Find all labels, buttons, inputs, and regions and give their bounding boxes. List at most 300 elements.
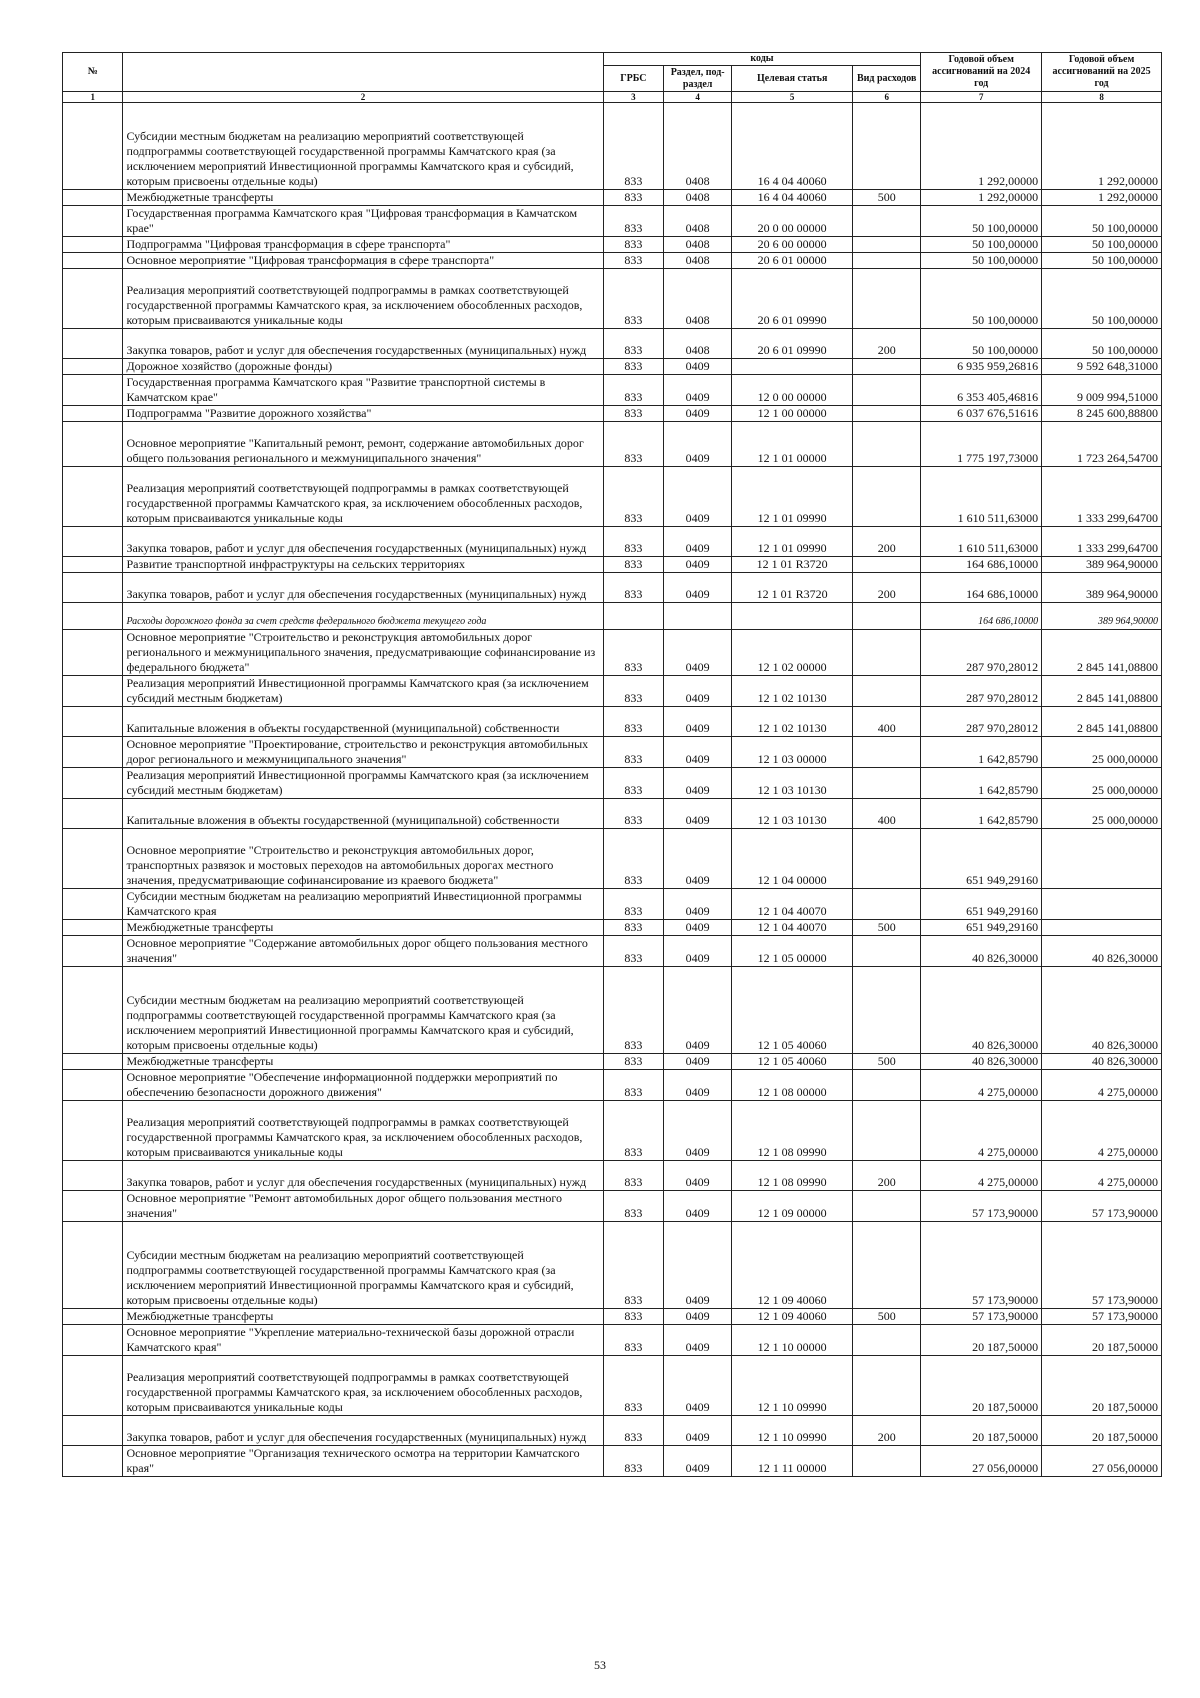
row-number xyxy=(63,707,123,737)
row-amount-2025: 40 826,30000 xyxy=(1042,1054,1162,1070)
row-amount-2024: 50 100,00000 xyxy=(921,269,1042,329)
row-target-article: 16 4 04 40060 xyxy=(732,190,853,206)
row-target-article: 20 6 01 00000 xyxy=(732,253,853,269)
row-razdel: 0409 xyxy=(664,1446,732,1477)
row-expense-type xyxy=(853,206,921,237)
header-name xyxy=(123,53,603,92)
row-name: Субсидии местным бюджетам на реализацию мероприятий соответствующей подпрограммы соответствующей государственной программы Камчатского края (за исключением мероприятий Инвестиционной программы Камчатского края и субсидий, которым присвоены отдельные коды) xyxy=(123,967,603,1054)
row-grbs: 833 xyxy=(603,1356,663,1416)
row-amount-2024: 6 353 405,46816 xyxy=(921,375,1042,406)
row-name: Реализация мероприятий соответствующей подпрограммы в рамках соответствующей государственной программы Камчатского края, за исключением обособленных расходов, которым присваиваются уникальные коды xyxy=(123,269,603,329)
row-target-article: 12 1 01 00000 xyxy=(732,422,853,467)
table-row xyxy=(63,329,1162,359)
table-row xyxy=(63,406,1162,422)
table-row xyxy=(63,829,1162,889)
row-expense-type xyxy=(853,1101,921,1161)
row-expense-type: 500 xyxy=(853,1309,921,1325)
row-grbs: 833 xyxy=(603,237,663,253)
row-target-article: 12 1 01 09990 xyxy=(732,467,853,527)
col-num-1: 1 xyxy=(63,92,123,103)
row-number xyxy=(63,889,123,920)
row-number xyxy=(63,967,123,1054)
row-amount-2025: 389 964,90000 xyxy=(1042,603,1162,630)
row-name: Основное мероприятие "Строительство и реконструкция автомобильных дорог регионального и межмуниципального значения, предусматривающие софинансирование из федерального бюджета" xyxy=(123,630,603,676)
row-target-article: 12 1 09 00000 xyxy=(732,1191,853,1222)
budget-table-page xyxy=(62,52,1162,1477)
row-amount-2025: 9 009 994,51000 xyxy=(1042,375,1162,406)
row-razdel: 0409 xyxy=(664,359,732,375)
row-amount-2025: 2 845 141,08800 xyxy=(1042,676,1162,707)
row-expense-type: 400 xyxy=(853,707,921,737)
row-amount-2024: 4 275,00000 xyxy=(921,1070,1042,1101)
row-name: Основное мероприятие "Организация технического осмотра на территории Камчатского края" xyxy=(123,1446,603,1477)
row-grbs: 833 xyxy=(603,799,663,829)
row-razdel: 0409 xyxy=(664,1325,732,1356)
row-razdel: 0409 xyxy=(664,967,732,1054)
row-target-article: 12 1 03 00000 xyxy=(732,737,853,768)
row-target-article: 20 0 00 00000 xyxy=(732,206,853,237)
row-number xyxy=(63,467,123,527)
row-number xyxy=(63,527,123,557)
header-2025: Годовой объем ассигнований на 2025 год xyxy=(1042,53,1162,92)
table-row xyxy=(63,936,1162,967)
row-grbs xyxy=(603,603,663,630)
row-target-article xyxy=(732,359,853,375)
row-number xyxy=(63,329,123,359)
row-expense-type xyxy=(853,630,921,676)
row-grbs: 833 xyxy=(603,359,663,375)
row-amount-2025: 1 292,00000 xyxy=(1042,103,1162,190)
row-name: Капитальные вложения в объекты государственной (муниципальной) собственности xyxy=(123,799,603,829)
header-vid: Вид расходов xyxy=(853,66,921,92)
row-amount-2024: 50 100,00000 xyxy=(921,253,1042,269)
row-number xyxy=(63,1222,123,1309)
row-number xyxy=(63,103,123,190)
row-number xyxy=(63,1356,123,1416)
row-razdel: 0409 xyxy=(664,707,732,737)
budget-table xyxy=(62,52,1162,1477)
row-target-article: 12 1 01 R3720 xyxy=(732,557,853,573)
table-row xyxy=(63,1416,1162,1446)
row-amount-2025: 2 845 141,08800 xyxy=(1042,630,1162,676)
table-row xyxy=(63,1325,1162,1356)
row-expense-type: 500 xyxy=(853,920,921,936)
row-name: Закупка товаров, работ и услуг для обеспечения государственных (муниципальных) нужд xyxy=(123,329,603,359)
row-amount-2025: 1 292,00000 xyxy=(1042,190,1162,206)
row-amount-2025: 1 333 299,64700 xyxy=(1042,527,1162,557)
table-row xyxy=(63,920,1162,936)
row-expense-type xyxy=(853,1191,921,1222)
row-amount-2025: 1 333 299,64700 xyxy=(1042,467,1162,527)
row-number xyxy=(63,237,123,253)
row-amount-2025: 27 056,00000 xyxy=(1042,1446,1162,1477)
row-number xyxy=(63,603,123,630)
col-num-6: 6 xyxy=(853,92,921,103)
row-number xyxy=(63,406,123,422)
row-expense-type xyxy=(853,1356,921,1416)
row-name: Развитие транспортной инфраструктуры на сельских территориях xyxy=(123,557,603,573)
row-expense-type xyxy=(853,269,921,329)
row-number xyxy=(63,190,123,206)
table-row xyxy=(63,359,1162,375)
table-row xyxy=(63,1191,1162,1222)
row-razdel: 0409 xyxy=(664,630,732,676)
table-row xyxy=(63,527,1162,557)
row-name: Подпрограмма "Цифровая трансформация в сфере транспорта" xyxy=(123,237,603,253)
row-target-article: 12 1 03 10130 xyxy=(732,768,853,799)
table-row xyxy=(63,1309,1162,1325)
row-razdel: 0408 xyxy=(664,329,732,359)
row-razdel: 0409 xyxy=(664,737,732,768)
row-expense-type xyxy=(853,1446,921,1477)
row-name: Основное мероприятие "Содержание автомобильных дорог общего пользования местного значения" xyxy=(123,936,603,967)
row-grbs: 833 xyxy=(603,1191,663,1222)
row-grbs: 833 xyxy=(603,557,663,573)
table-row xyxy=(63,206,1162,237)
row-razdel: 0408 xyxy=(664,269,732,329)
row-name: Реализация мероприятий соответствующей подпрограммы в рамках соответствующей государственной программы Камчатского края, за исключением обособленных расходов, которым присваиваются уникальные коды xyxy=(123,1101,603,1161)
row-amount-2025: 20 187,50000 xyxy=(1042,1325,1162,1356)
row-name: Капитальные вложения в объекты государственной (муниципальной) собственности xyxy=(123,707,603,737)
row-expense-type xyxy=(853,557,921,573)
row-grbs: 833 xyxy=(603,737,663,768)
table-row xyxy=(63,768,1162,799)
table-row xyxy=(63,557,1162,573)
row-amount-2024: 1 642,85790 xyxy=(921,768,1042,799)
row-amount-2024: 651 949,29160 xyxy=(921,829,1042,889)
row-razdel: 0408 xyxy=(664,237,732,253)
col-num-7: 7 xyxy=(921,92,1042,103)
row-target-article: 12 1 02 10130 xyxy=(732,707,853,737)
row-target-article: 12 1 05 40060 xyxy=(732,967,853,1054)
table-row xyxy=(63,630,1162,676)
header-razdel: Раздел, под-раздел xyxy=(664,66,732,92)
row-name: Основное мероприятие "Ремонт автомобильных дорог общего пользования местного значения" xyxy=(123,1191,603,1222)
row-grbs: 833 xyxy=(603,1054,663,1070)
table-row xyxy=(63,1070,1162,1101)
row-expense-type xyxy=(853,1222,921,1309)
row-amount-2024: 1 292,00000 xyxy=(921,190,1042,206)
row-amount-2024: 1 642,85790 xyxy=(921,799,1042,829)
row-name: Межбюджетные трансферты xyxy=(123,190,603,206)
row-number xyxy=(63,1325,123,1356)
row-razdel: 0409 xyxy=(664,375,732,406)
row-amount-2024: 57 173,90000 xyxy=(921,1222,1042,1309)
row-grbs: 833 xyxy=(603,406,663,422)
page-number: 53 xyxy=(594,1658,606,1672)
row-razdel: 0409 xyxy=(664,1161,732,1191)
row-amount-2025 xyxy=(1042,889,1162,920)
row-grbs: 833 xyxy=(603,676,663,707)
row-razdel: 0409 xyxy=(664,829,732,889)
row-expense-type xyxy=(853,359,921,375)
row-amount-2024: 1 610 511,63000 xyxy=(921,527,1042,557)
row-amount-2024: 651 949,29160 xyxy=(921,889,1042,920)
row-target-article: 12 0 00 00000 xyxy=(732,375,853,406)
row-amount-2025 xyxy=(1042,829,1162,889)
row-expense-type xyxy=(853,829,921,889)
row-grbs: 833 xyxy=(603,375,663,406)
table-row xyxy=(63,1101,1162,1161)
row-razdel: 0409 xyxy=(664,920,732,936)
row-expense-type xyxy=(853,375,921,406)
row-grbs: 833 xyxy=(603,889,663,920)
row-target-article xyxy=(732,603,853,630)
table-row xyxy=(63,375,1162,406)
row-target-article: 12 1 10 00000 xyxy=(732,1325,853,1356)
row-grbs: 833 xyxy=(603,768,663,799)
row-expense-type xyxy=(853,603,921,630)
row-grbs: 833 xyxy=(603,573,663,603)
row-amount-2024: 20 187,50000 xyxy=(921,1416,1042,1446)
row-grbs: 833 xyxy=(603,1309,663,1325)
row-razdel: 0409 xyxy=(664,1309,732,1325)
row-name: Закупка товаров, работ и услуг для обеспечения государственных (муниципальных) нужд xyxy=(123,527,603,557)
row-target-article: 12 1 05 00000 xyxy=(732,936,853,967)
row-number xyxy=(63,1309,123,1325)
table-row xyxy=(63,707,1162,737)
row-amount-2024: 164 686,10000 xyxy=(921,603,1042,630)
row-grbs: 833 xyxy=(603,936,663,967)
row-amount-2025: 4 275,00000 xyxy=(1042,1101,1162,1161)
row-expense-type: 500 xyxy=(853,1054,921,1070)
row-amount-2024: 27 056,00000 xyxy=(921,1446,1042,1477)
row-number xyxy=(63,375,123,406)
row-number xyxy=(63,573,123,603)
row-target-article: 16 4 04 40060 xyxy=(732,103,853,190)
row-grbs: 833 xyxy=(603,269,663,329)
row-amount-2024: 1 775 197,73000 xyxy=(921,422,1042,467)
row-amount-2024: 6 037 676,51616 xyxy=(921,406,1042,422)
row-amount-2024: 40 826,30000 xyxy=(921,1054,1042,1070)
row-target-article: 12 1 11 00000 xyxy=(732,1446,853,1477)
row-amount-2025: 25 000,00000 xyxy=(1042,768,1162,799)
table-row xyxy=(63,799,1162,829)
row-target-article: 12 1 00 00000 xyxy=(732,406,853,422)
row-expense-type xyxy=(853,103,921,190)
row-amount-2024: 57 173,90000 xyxy=(921,1309,1042,1325)
row-target-article: 12 1 08 09990 xyxy=(732,1161,853,1191)
row-amount-2024: 50 100,00000 xyxy=(921,237,1042,253)
row-amount-2025: 25 000,00000 xyxy=(1042,737,1162,768)
row-number xyxy=(63,253,123,269)
row-amount-2025: 25 000,00000 xyxy=(1042,799,1162,829)
row-expense-type xyxy=(853,237,921,253)
row-amount-2024: 164 686,10000 xyxy=(921,557,1042,573)
row-number xyxy=(63,676,123,707)
row-razdel: 0409 xyxy=(664,406,732,422)
row-razdel: 0409 xyxy=(664,1416,732,1446)
row-target-article: 12 1 04 00000 xyxy=(732,829,853,889)
row-amount-2024: 1 610 511,63000 xyxy=(921,467,1042,527)
row-amount-2024: 651 949,29160 xyxy=(921,920,1042,936)
row-expense-type: 200 xyxy=(853,573,921,603)
row-amount-2024: 50 100,00000 xyxy=(921,329,1042,359)
table-row xyxy=(63,603,1162,630)
row-amount-2024: 4 275,00000 xyxy=(921,1101,1042,1161)
table-row xyxy=(63,103,1162,190)
row-number xyxy=(63,630,123,676)
row-razdel: 0409 xyxy=(664,422,732,467)
table-row xyxy=(63,1054,1162,1070)
row-razdel: 0409 xyxy=(664,768,732,799)
row-grbs: 833 xyxy=(603,253,663,269)
row-target-article: 12 1 08 00000 xyxy=(732,1070,853,1101)
table-row xyxy=(63,1161,1162,1191)
row-razdel: 0409 xyxy=(664,889,732,920)
row-grbs: 833 xyxy=(603,829,663,889)
row-name: Основное мероприятие "Укрепление материально-технической базы дорожной отрасли Камчатского края" xyxy=(123,1325,603,1356)
row-amount-2024: 20 187,50000 xyxy=(921,1325,1042,1356)
row-grbs: 833 xyxy=(603,1446,663,1477)
table-row xyxy=(63,737,1162,768)
row-number xyxy=(63,1054,123,1070)
row-razdel: 0409 xyxy=(664,1191,732,1222)
row-amount-2025: 50 100,00000 xyxy=(1042,269,1162,329)
row-grbs: 833 xyxy=(603,527,663,557)
row-expense-type xyxy=(853,889,921,920)
row-razdel: 0408 xyxy=(664,253,732,269)
row-grbs: 833 xyxy=(603,329,663,359)
row-name: Межбюджетные трансферты xyxy=(123,920,603,936)
row-razdel: 0409 xyxy=(664,527,732,557)
row-amount-2025: 50 100,00000 xyxy=(1042,206,1162,237)
row-name: Межбюджетные трансферты xyxy=(123,1309,603,1325)
row-expense-type xyxy=(853,737,921,768)
header-number: № xyxy=(63,53,123,92)
row-name: Субсидии местным бюджетам на реализацию мероприятий соответствующей подпрограммы соответствующей государственной программы Камчатского края (за исключением мероприятий Инвестиционной программы Камчатского края и субсидий, которым присвоены отдельные коды) xyxy=(123,1222,603,1309)
row-amount-2025: 9 592 648,31000 xyxy=(1042,359,1162,375)
table-row xyxy=(63,190,1162,206)
table-row xyxy=(63,676,1162,707)
row-number xyxy=(63,1446,123,1477)
row-expense-type xyxy=(853,406,921,422)
row-amount-2025: 57 173,90000 xyxy=(1042,1309,1162,1325)
row-grbs: 833 xyxy=(603,1416,663,1446)
header-grbs: ГРБС xyxy=(603,66,663,92)
row-number xyxy=(63,1416,123,1446)
table-row xyxy=(63,573,1162,603)
row-expense-type: 400 xyxy=(853,799,921,829)
row-target-article: 12 1 02 00000 xyxy=(732,630,853,676)
row-razdel xyxy=(664,603,732,630)
row-number xyxy=(63,1101,123,1161)
row-number xyxy=(63,269,123,329)
row-grbs: 833 xyxy=(603,1222,663,1309)
table-row xyxy=(63,269,1162,329)
row-amount-2025: 4 275,00000 xyxy=(1042,1161,1162,1191)
row-name: Закупка товаров, работ и услуг для обеспечения государственных (муниципальных) нужд xyxy=(123,1161,603,1191)
row-target-article: 20 6 01 09990 xyxy=(732,269,853,329)
row-grbs: 833 xyxy=(603,1070,663,1101)
row-razdel: 0409 xyxy=(664,573,732,603)
row-amount-2025: 57 173,90000 xyxy=(1042,1222,1162,1309)
row-razdel: 0409 xyxy=(664,676,732,707)
row-number xyxy=(63,359,123,375)
row-expense-type: 500 xyxy=(853,190,921,206)
row-number xyxy=(63,206,123,237)
row-target-article: 12 1 05 40060 xyxy=(732,1054,853,1070)
row-name: Реализация мероприятий Инвестиционной программы Камчатского края (за исключением субсидий местным бюджетам) xyxy=(123,768,603,799)
row-amount-2025: 389 964,90000 xyxy=(1042,557,1162,573)
row-amount-2024: 57 173,90000 xyxy=(921,1191,1042,1222)
row-amount-2025: 8 245 600,88800 xyxy=(1042,406,1162,422)
row-grbs: 833 xyxy=(603,1101,663,1161)
row-name: Основное мероприятие "Строительство и реконструкция автомобильных дорог, транспортных развязок и мостовых переходов на автомобильных дорогах местного значения, предусматривающие софинансирование из краевого бюджета" xyxy=(123,829,603,889)
row-name: Субсидии местным бюджетам на реализацию мероприятий соответствующей подпрограммы соответствующей государственной программы Камчатского края (за исключением мероприятий Инвестиционной программы Камчатского края и субсидий, которым присвоены отдельные коды) xyxy=(123,103,603,190)
row-number xyxy=(63,557,123,573)
row-target-article: 12 1 03 10130 xyxy=(732,799,853,829)
table-row xyxy=(63,237,1162,253)
row-amount-2024: 50 100,00000 xyxy=(921,206,1042,237)
row-name: Межбюджетные трансферты xyxy=(123,1054,603,1070)
row-number xyxy=(63,829,123,889)
row-amount-2025: 40 826,30000 xyxy=(1042,936,1162,967)
row-amount-2025: 40 826,30000 xyxy=(1042,967,1162,1054)
row-expense-type xyxy=(853,1070,921,1101)
row-name: Реализация мероприятий соответствующей подпрограммы в рамках соответствующей государственной программы Камчатского края, за исключением обособленных расходов, которым присваиваются уникальные коды xyxy=(123,467,603,527)
row-grbs: 833 xyxy=(603,422,663,467)
row-razdel: 0409 xyxy=(664,557,732,573)
row-grbs: 833 xyxy=(603,190,663,206)
col-num-4: 4 xyxy=(664,92,732,103)
row-amount-2024: 287 970,28012 xyxy=(921,630,1042,676)
row-name: Реализация мероприятий Инвестиционной программы Камчатского края (за исключением субсидий местным бюджетам) xyxy=(123,676,603,707)
row-razdel: 0409 xyxy=(664,1101,732,1161)
row-number xyxy=(63,422,123,467)
col-num-8: 8 xyxy=(1042,92,1162,103)
row-name: Реализация мероприятий соответствующей подпрограммы в рамках соответствующей государственной программы Камчатского края, за исключением обособленных расходов, которым присваиваются уникальные коды xyxy=(123,1356,603,1416)
row-amount-2024: 1 292,00000 xyxy=(921,103,1042,190)
row-amount-2025: 50 100,00000 xyxy=(1042,329,1162,359)
row-razdel: 0409 xyxy=(664,467,732,527)
row-razdel: 0409 xyxy=(664,1070,732,1101)
row-razdel: 0409 xyxy=(664,799,732,829)
row-target-article: 12 1 02 10130 xyxy=(732,676,853,707)
row-grbs: 833 xyxy=(603,103,663,190)
row-name: Основное мероприятие "Цифровая трансформация в сфере транспорта" xyxy=(123,253,603,269)
row-expense-type: 200 xyxy=(853,1416,921,1446)
header-codes: коды xyxy=(603,53,921,66)
row-target-article: 12 1 10 09990 xyxy=(732,1416,853,1446)
row-number xyxy=(63,1070,123,1101)
row-amount-2024: 6 935 959,26816 xyxy=(921,359,1042,375)
row-razdel: 0409 xyxy=(664,1054,732,1070)
row-name: Основное мероприятие "Обеспечение информационной поддержки мероприятий по обеспечению безопасности дорожного движения" xyxy=(123,1070,603,1101)
row-name: Закупка товаров, работ и услуг для обеспечения государственных (муниципальных) нужд xyxy=(123,573,603,603)
row-expense-type xyxy=(853,422,921,467)
table-body xyxy=(63,103,1162,1477)
row-amount-2025 xyxy=(1042,920,1162,936)
row-target-article: 12 1 01 R3720 xyxy=(732,573,853,603)
row-name: Основное мероприятие "Проектирование, строительство и реконструкция автомобильных дорог регионального и межмуниципального значения" xyxy=(123,737,603,768)
row-amount-2025: 50 100,00000 xyxy=(1042,237,1162,253)
row-target-article: 12 1 04 40070 xyxy=(732,920,853,936)
row-amount-2025: 20 187,50000 xyxy=(1042,1416,1162,1446)
row-grbs: 833 xyxy=(603,967,663,1054)
table-row xyxy=(63,467,1162,527)
row-target-article: 12 1 08 09990 xyxy=(732,1101,853,1161)
row-number xyxy=(63,799,123,829)
row-name: Дорожное хозяйство (дорожные фонды) xyxy=(123,359,603,375)
row-expense-type xyxy=(853,1325,921,1356)
row-razdel: 0408 xyxy=(664,190,732,206)
col-num-3: 3 xyxy=(603,92,663,103)
row-target-article: 12 1 09 40060 xyxy=(732,1309,853,1325)
row-grbs: 833 xyxy=(603,920,663,936)
table-row xyxy=(63,1446,1162,1477)
row-grbs: 833 xyxy=(603,1325,663,1356)
